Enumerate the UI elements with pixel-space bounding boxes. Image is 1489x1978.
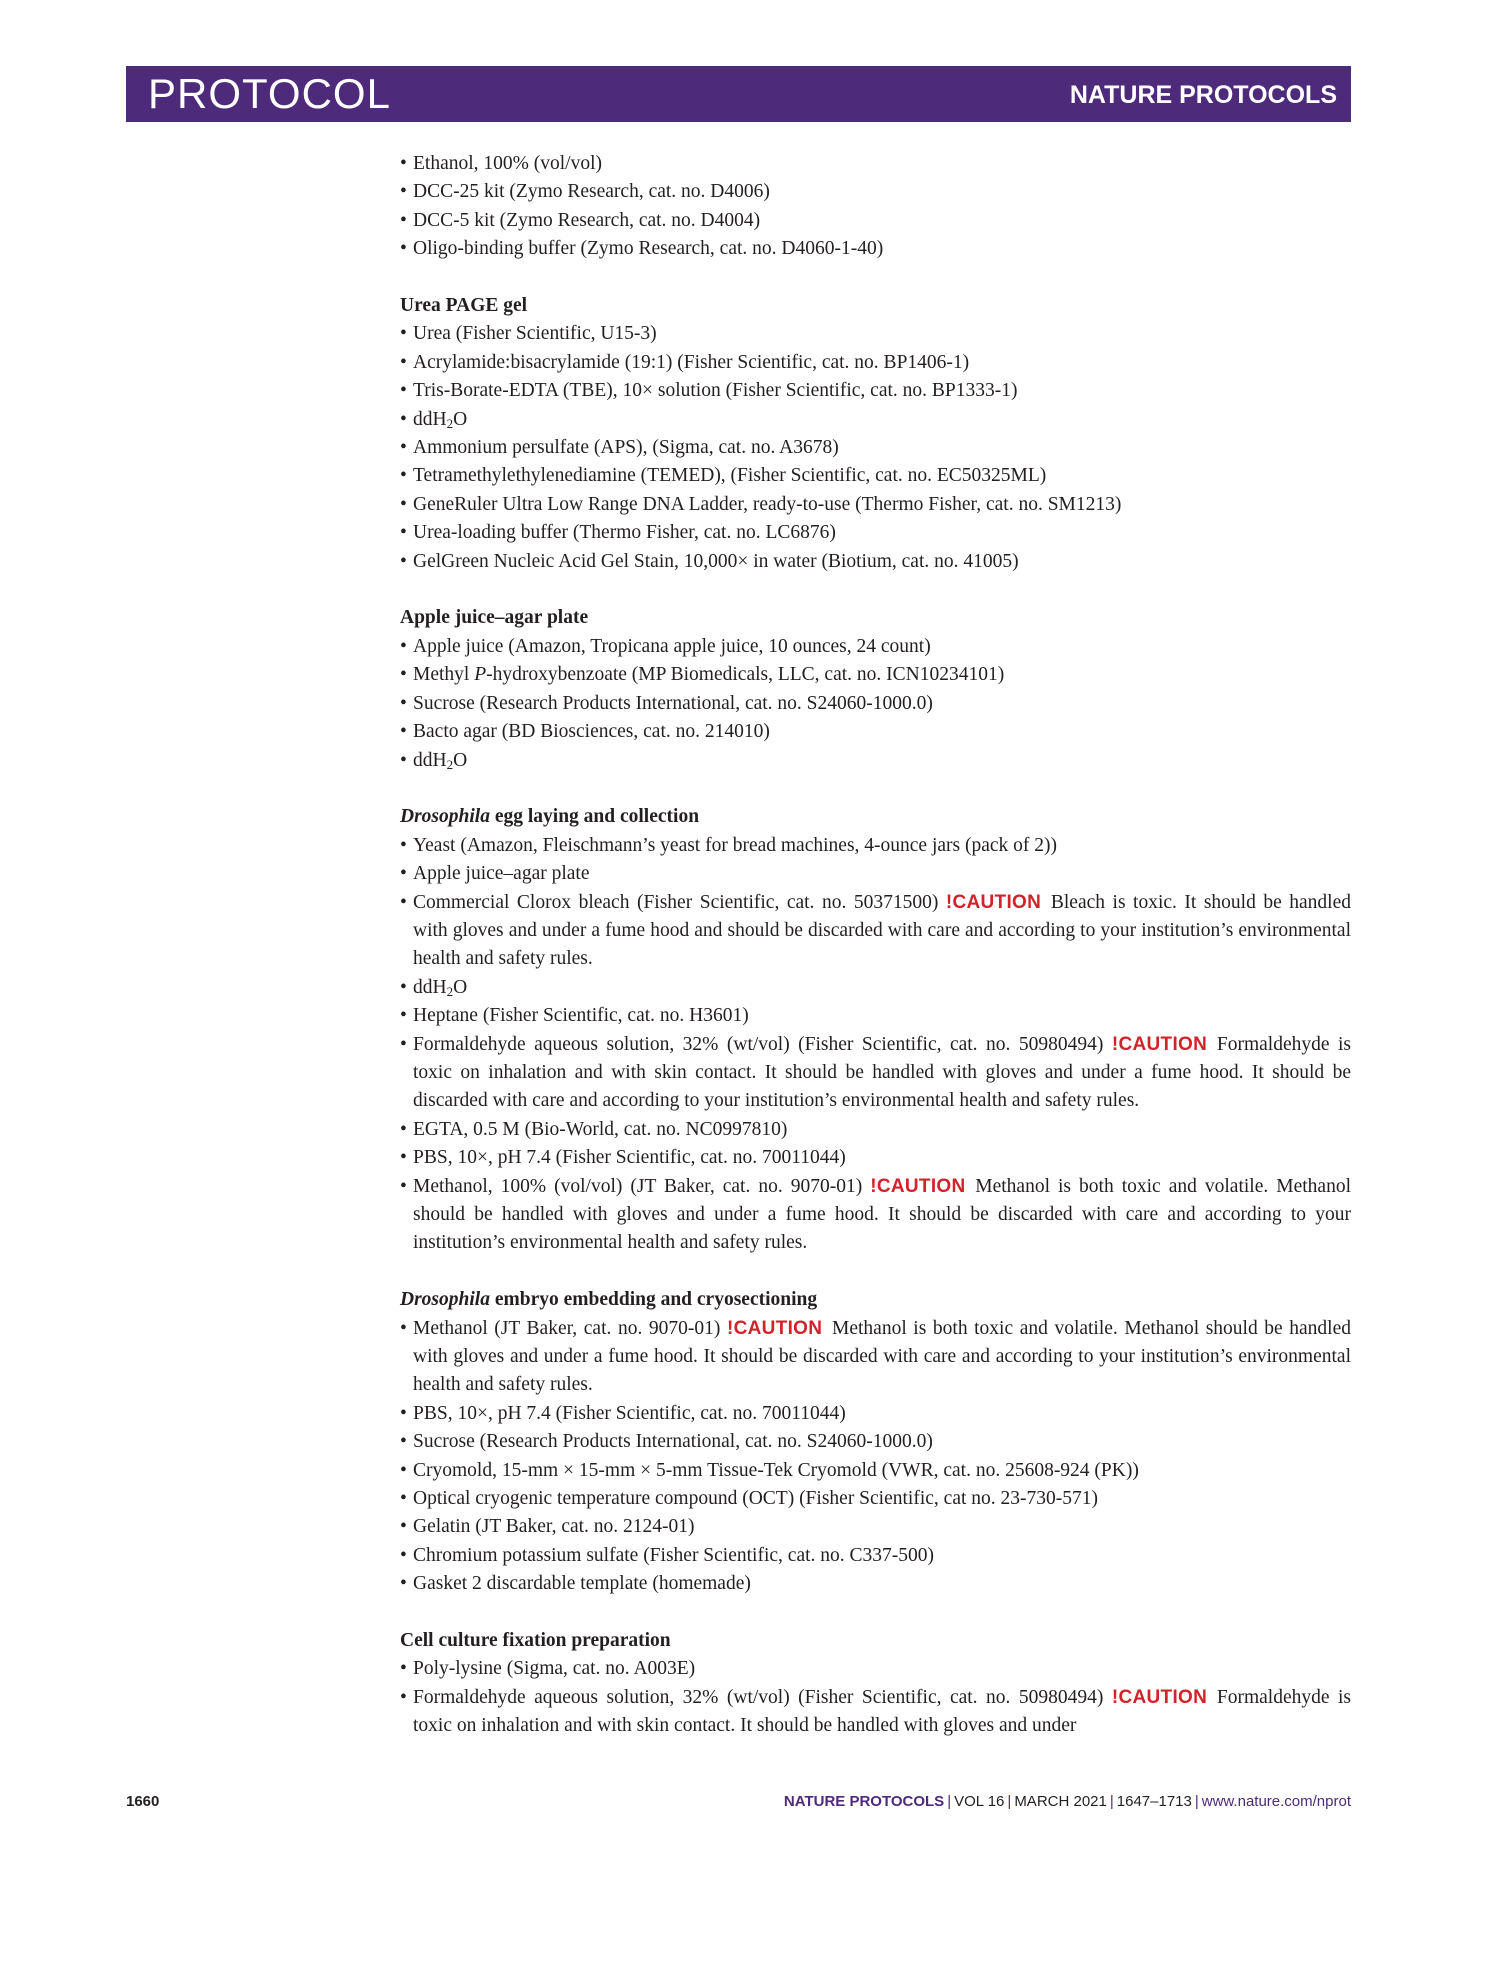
list-item: • Sucrose (Research Products International, cat. no. S24060-1000.0) [400,690,1351,718]
section-title: Urea PAGE gel [400,295,528,317]
header-section-label: PROTOCOL [148,70,391,117]
list-item: • PBS, 10×, pH 7.4 (Fisher Scientific, cat. no. 70011044) [400,1144,1351,1172]
section-title: Apple juice–agar plate [400,607,589,629]
materials-section [400,150,1351,264]
list-item: • Formaldehyde aqueous solution, 32% (wt/vol) (Fisher Scientific, cat. no. 50980494) !CAUTION Formaldehyde is toxic on inhalation and with skin contact. It should be handled with gloves and under a fume hood. It should be discarded with care and according to your institution’s environmental health and safety rules. [400,1031,1351,1116]
caution-text: Formaldehyde is toxic on inhalation and with skin contact. It should be handled with gloves and under a fume hood. It should be discarded with care and according to your institution’s environmental health and safety rules. [413,1033,1352,1112]
list-item: • GelGreen Nucleic Acid Gel Stain, 10,000× in water (Biotium, cat. no. 41005) [400,548,1351,576]
list-item: • EGTA, 0.5 M (Bio-World, cat. no. NC0997810) [400,1116,1351,1144]
list-item: • Chromium potassium sulfate (Fisher Scientific, cat. no. C337-500) [400,1542,1351,1570]
header-bar [126,66,1351,122]
list-item: • Oligo-binding buffer (Zymo Research, cat. no. D4060-1-40) [400,235,1351,263]
list-item: • Ethanol, 100% (vol/vol) [400,150,1351,178]
list-item: • ddH$_2$O [400,747,1351,775]
footer-url[interactable]: www.nature.com/nprot [1201,1793,1351,1810]
list-item: • Apple juice–agar plate [400,860,1351,888]
list-item: • Formaldehyde aqueous solution, 32% (wt/vol) (Fisher Scientific, cat. no. 50980494) !CAUTION Formaldehyde is toxic on inhalation and with skin contact. It should be handled with gloves and under [400,1684,1351,1741]
list-item: • DCC-25 kit (Zymo Research, cat. no. D4006) [400,178,1351,206]
section-title: Drosophila embryo embedding and cryosectioning [400,1289,818,1311]
materials-section [400,292,1351,576]
list-item: • ddH$_2$O [400,406,1351,434]
list-item: • PBS, 10×, pH 7.4 (Fisher Scientific, cat. no. 70011044) [400,1400,1351,1428]
list-item: • ddH$_2$O [400,974,1351,1002]
list-item: • Urea (Fisher Scientific, U15-3) [400,320,1351,348]
list-item: • Apple juice (Amazon, Tropicana apple juice, 10 ounces, 24 count) [400,633,1351,661]
list-item: • Cryomold, 15-mm × 15-mm × 5-mm Tissue-Tek Cryomold (VWR, cat. no. 25608-924 (PK)) [400,1457,1351,1485]
caution-text: Methanol is both toxic and volatile. Methanol should be handled with gloves and under a fume hood. It should be discarded with care and according to your institution’s environmental health and safety rules. [413,1175,1351,1254]
list-item: • Commercial Clorox bleach (Fisher Scientific, cat. no. 50371500) !CAUTION Bleach is toxic. It should be handled with gloves and under a fume hood and should be discarded with care and according to your institution’s environmental health and safety rules. [400,889,1351,974]
list-item: • Optical cryogenic temperature compound (OCT) (Fisher Scientific, cat no. 23-730-571) [400,1485,1351,1513]
list-item: • Bacto agar (BD Biosciences, cat. no. 214010) [400,718,1351,746]
list-item: • Methanol, 100% (vol/vol) (JT Baker, cat. no. 9070-01) !CAUTION Methanol is both toxic and volatile. Methanol should be handled with gloves and under a fume hood. It should be discarded with care and according to your institution’s environmental health and safety rules. [400,1173,1351,1258]
caution-label: !CAUTION [1111,1033,1208,1055]
caution-text: Formaldehyde is toxic on inhalation and with skin contact. It should be handled with gloves and under [413,1686,1352,1737]
materials-section [400,803,1351,1258]
header-journal-name: NATURE PROTOCOLS [1069,81,1337,109]
caution-label: !CAUTION [870,1175,966,1197]
materials-section [400,1286,1351,1598]
caution-text: Bleach is toxic. It should be handled with gloves and under a fume hood and should be discarded with care and according to your institution’s environmental health and safety rules. [413,891,1351,970]
section-title: Drosophila egg laying and collection [400,806,700,828]
list-item: • Ammonium persulfate (APS), (Sigma, cat. no. A3678) [400,434,1351,462]
footer-pages: 1647–1713 [1116,1793,1192,1810]
list-item: • GeneRuler Ultra Low Range DNA Ladder, ready-to-use (Thermo Fisher, cat. no. SM1213) [400,491,1351,519]
materials-section [400,604,1351,774]
list-item: • Gasket 2 discardable template (homemade) [400,1570,1351,1598]
list-item: • Tetramethylethylenediamine (TEMED), (Fisher Scientific, cat. no. EC50325ML) [400,462,1351,490]
list-item: • DCC-5 kit (Zymo Research, cat. no. D4004) [400,207,1351,235]
footer-journal: NATURE PROTOCOLS [783,1793,945,1810]
section-title: Cell culture fixation preparation [400,1630,671,1652]
list-item: • Methyl P-hydroxybenzoate (MP Biomedicals, LLC, cat. no. ICN10234101) [400,661,1351,689]
caution-label: !CAUTION [945,891,1042,913]
caution-label: !CAUTION [1111,1686,1208,1708]
list-item: • Heptane (Fisher Scientific, cat. no. H3601) [400,1002,1351,1030]
caution-text: Methanol is both toxic and volatile. Methanol should be handled with gloves and under a fume hood. It should be discarded with care and according to your institution’s environmental health and safety rules. [413,1317,1351,1396]
page-number: 1660 [126,1793,160,1810]
list-item: • Urea-loading buffer (Thermo Fisher, cat. no. LC6876) [400,519,1351,547]
list-item: • Gelatin (JT Baker, cat. no. 2124-01) [400,1513,1351,1541]
materials-list [400,150,1351,1769]
list-item: • Sucrose (Research Products International, cat. no. S24060-1000.0) [400,1428,1351,1456]
materials-section [400,1627,1351,1741]
list-item: • Tris-Borate-EDTA (TBE), 10× solution (Fisher Scientific, cat. no. BP1333-1) [400,377,1351,405]
footer-volume: VOL 16 [954,1793,1005,1810]
footer-date: MARCH 2021 [1014,1793,1107,1810]
list-item: • Yeast (Amazon, Fleischmann’s yeast for bread machines, 4-ounce jars (pack of 2)) [400,832,1351,860]
caution-label: !CAUTION [726,1317,823,1339]
list-item: • Poly-lysine (Sigma, cat. no. A003E) [400,1655,1351,1683]
footer-citation: NATURE PROTOCOLS | VOL 16 | MARCH 2021 | 1647–1713 | www.nature.com/nprot [783,1793,1351,1810]
list-item: • Acrylamide:bisacrylamide (19:1) (Fisher Scientific, cat. no. BP1406-1) [400,349,1351,377]
list-item: • Methanol (JT Baker, cat. no. 9070-01) !CAUTION Methanol is both toxic and volatile. Methanol should be handled with gloves and under a fume hood. It should be discarded with care and according to your institution’s environmental health and safety rules. [400,1315,1351,1400]
